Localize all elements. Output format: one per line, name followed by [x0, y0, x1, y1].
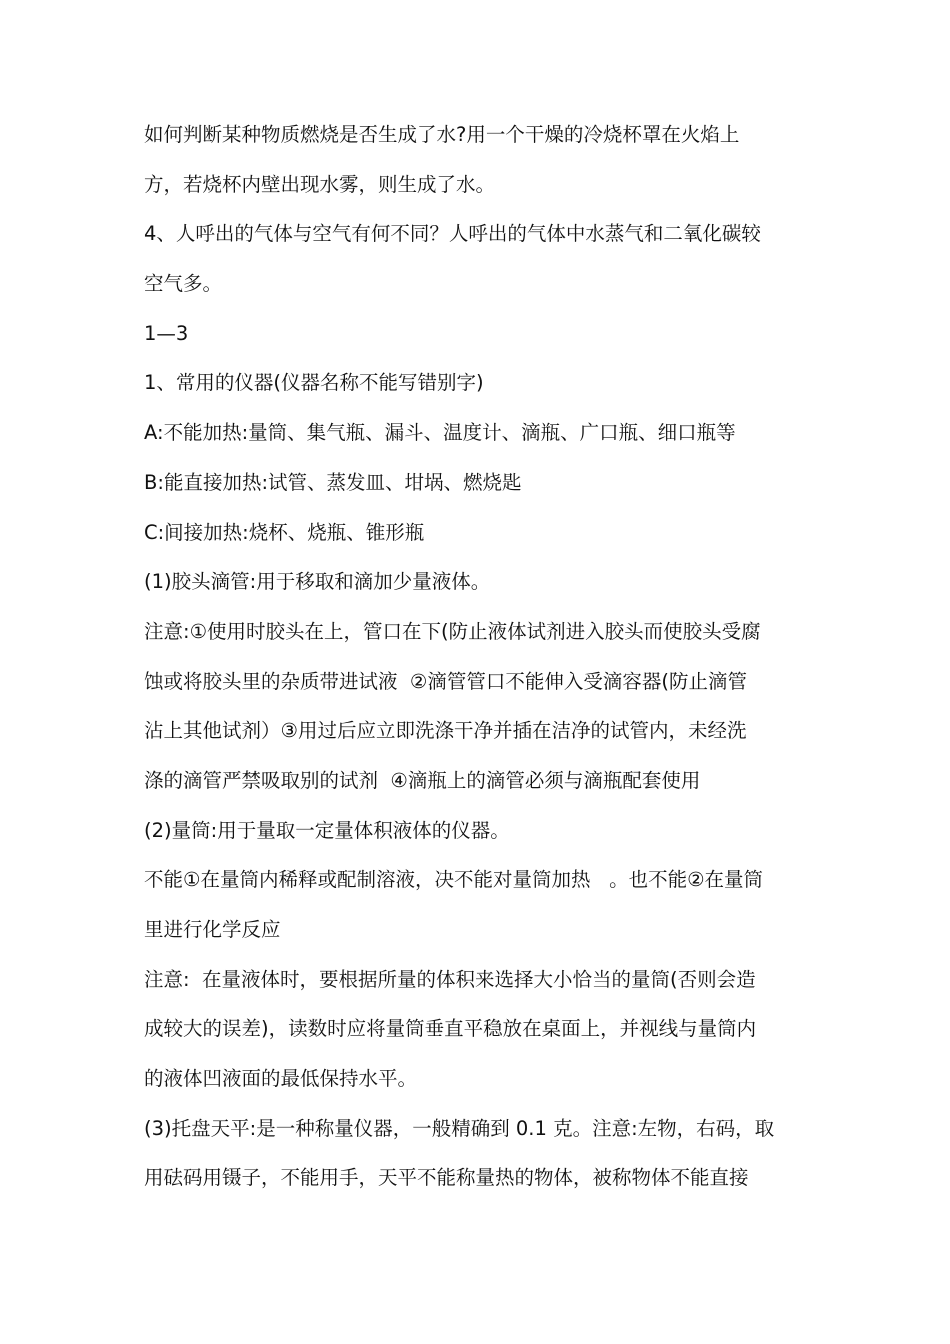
text-line: 不能①在量筒内稀释或配制溶液，决不能对量筒加热 。也不能②在量筒	[144, 868, 764, 892]
text-line: 涤的滴管严禁吸取别的试剂 ④滴瓶上的滴管必须与滴瓶配套使用	[144, 768, 701, 792]
text-line: 空气多。	[144, 272, 223, 296]
text-line: 1、常用的仪器(仪器名称不能写错别字)	[144, 371, 484, 395]
text-line: 注意: 在量液体时，要根据所量的体积来选择大小恰当的量筒(否则会造	[144, 967, 756, 991]
text-line: A:不能加热:量筒、集气瓶、漏斗、温度计、滴瓶、广口瓶、细口瓶等	[144, 421, 736, 445]
text-line: 用砝码用镊子，不能用手，天平不能称量热的物体，被称物体不能直接	[144, 1166, 749, 1190]
document-body	[144, 110, 809, 1203]
text-line: 注意:①使用时胶头在上，管口在下(防止液体试剂进入胶头而使胶头受腐	[144, 619, 761, 643]
section-heading: 1—3	[144, 321, 189, 345]
text-line: 如何判断某种物质燃烧是否生成了水?用一个干燥的冷烧杯罩在火焰上	[144, 123, 740, 146]
text-line: 4、人呼出的气体与空气有何不同？人呼出的气体中水蒸气和二氧化碳较	[144, 222, 761, 246]
text-line: (3)托盘天平:是一种称量仪器，一般精确到 0.1 克。注意:左物，右码，取	[144, 1116, 775, 1140]
text-line: 成较大的误差)，读数时应将量筒垂直平稳放在桌面上，并视线与量筒内	[144, 1017, 757, 1041]
text-line: C:间接加热:烧杯、烧瓶、锥形瓶	[144, 520, 425, 544]
text-line: 里进行化学反应	[144, 918, 281, 941]
text-line: 沾上其他试剂）③用过后应立即洗涤干净并插在洁净的试管内，未经洗	[144, 719, 747, 743]
text-line: (1)胶头滴管:用于移取和滴加少量液体。	[144, 570, 491, 594]
text-line: (2)量筒:用于量取一定量体积液体的仪器。	[144, 818, 510, 842]
text-line: 的液体凹液面的最低保持水平。	[144, 1067, 418, 1091]
text-line: 蚀或将胶头里的杂质带进试液 ②滴管管口不能伸入受滴容器(防止滴管	[144, 669, 747, 693]
text-line: B:能直接加热:试管、蒸发皿、坩埚、燃烧匙	[144, 470, 522, 494]
text-line: 方，若烧杯内壁出现水雾，则生成了水。	[144, 172, 496, 196]
